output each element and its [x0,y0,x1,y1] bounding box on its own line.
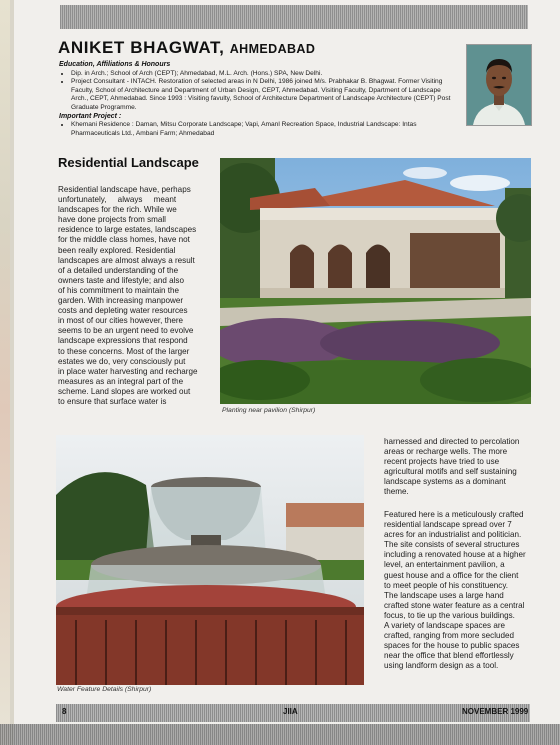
journal-name: JIIA [283,707,298,716]
issue-date: NOVEMBER 1999 [462,707,529,716]
education-item: • Project Consultant - INTACH. Restoration of selected areas in N Delhi, 1986 joined M/s. Prabhakar B. Bhagwat. Former Visiting Faculty, School of Architecture and Department of Urban Design, CEPT, Ahmedabad. Visiting Faculty, Dpartment of Landscape Arch., CEPT, Ahmedabad. Since 1993 : Visiting favulty, School of Architecture Department of Landscape Architecture (CEPT) Post Graduate Programme. [71,78,459,112]
text-line: spaces for the house to public spaces [384,641,520,651]
text-line: level, an entertainment pavilion, a [384,560,505,570]
text-line: including a renovated house at a higher [384,550,526,560]
text-line: of his commitment to maintain the [58,285,180,295]
text-line: to ensure that surface water is [58,396,167,406]
pavilion-photo [220,158,531,404]
text-line: landscape expressions that respond [58,336,188,346]
text-line: crafted stone water feature as a central [384,600,525,610]
text-line: scheme. Land slopes are worked out [58,386,191,396]
text-line: of a detailed understanding of the [58,265,179,275]
text-line: theme. [384,487,409,497]
text-line: have done projects from small [58,215,166,225]
education-item: • Dip. in Arch.; School of Arch (CEPT); Ahmedabad, M.L. Arch. (Hons.) SPA, New Delhi. [71,70,459,79]
text-line: crafted, ranging from more secluded [384,631,515,641]
architect-name-heading [58,38,315,58]
text-line: measures as an integral part of the [58,376,184,386]
text-line: residential landscape spread over 7 [384,520,512,530]
text-line: landscapes for the rich. While we [58,205,177,215]
text-line: to meet people of his constituency. [384,580,509,590]
page-edge [0,0,10,745]
text-line: focus, to tie up the various buildings. [384,610,515,620]
text-line: using landform design as a tool. [384,661,499,671]
text-line: areas or recharge wells. The more [384,447,508,457]
education-list [59,70,459,113]
text-line: Residential landscape have, perhaps [58,185,191,194]
project-item: • Khemani Residence : Daman, Mitsu Corporate Landscape; Vapi, Amanl Recreation Space, Industrial Landscape: Intas Pharmaceuticals Ltd., Ambani Farm; Ahmedabad [71,121,459,138]
text-line: to these concerns. Most of the larger [58,346,190,356]
projects-heading: Important Project : [59,112,122,120]
text-line: garden. With increasing manpower [58,296,184,306]
fountain-caption: Water Feature Details (Shirpur) [57,686,152,693]
text-line: guest house and a office for the client [384,570,519,580]
fountain-photo [56,435,364,685]
text-line: near the office that blend effortlessly [384,651,514,661]
text-line: Featured here is a meticulously crafted [384,510,524,519]
text-line: estates we do, very consciously put [58,356,186,366]
text-line: in most of our cities however, there [58,316,184,326]
text-line: unfortunately, always meant [58,195,177,205]
section-title: Residential Landscape [58,155,199,170]
text-line: costs and depleting water resources [58,306,188,316]
projects-list [59,121,459,138]
bio-block [59,61,459,138]
text-line: seems to be an urgent need to evolve [58,326,194,336]
bottom-scan-band [0,724,560,745]
text-line: The site consists of several structures [384,540,520,550]
text-line: landscapes are almost always a result [58,255,195,265]
text-line: recent projects have tried to use [384,457,500,467]
text-line: owners taste and lifestyle; and also [58,275,184,285]
page-edge-strip [10,0,14,745]
text-line: landscape systems as a dominant [384,477,506,487]
text-line: residence to large estates, landscapes [58,225,197,235]
architect-city: AHMEDABAD [229,42,316,56]
text-line: A variety of landscape spaces are [384,621,506,631]
page-number: 8 [62,707,67,716]
body-paragraph-3 [384,510,532,672]
text-line: The landscape uses a large hand [384,590,504,600]
body-paragraph-2 [384,437,532,498]
text-line: agricultural motifs and self sustaining [384,467,517,477]
text-line: been really explored. Residential [58,245,176,255]
architect-name: ANIKET BHAGWAT, [58,38,225,57]
text-line: harnessed and directed to percolation [384,437,520,446]
top-scan-band [60,5,528,29]
text-line: acres for an industrialist and politician. [384,530,522,540]
body-paragraph-1 [58,185,203,407]
architect-portrait [466,44,532,126]
text-line: for the middle class homes, have not [58,235,190,245]
pavilion-caption: Planting near pavilion (Shirpur) [222,407,316,414]
text-line: in place water harvesting and recharge [58,366,198,376]
education-heading: Education, Affiliations & Honours [59,61,171,68]
